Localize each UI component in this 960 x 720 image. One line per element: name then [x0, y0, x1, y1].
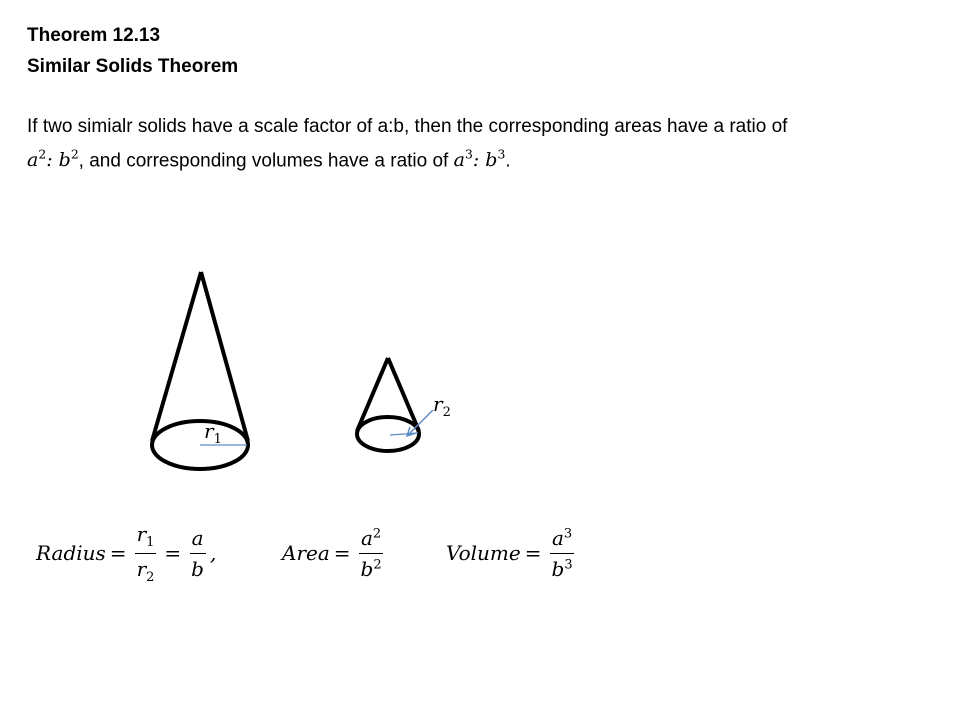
label-r2: $r_2$: [433, 392, 451, 420]
large-cone: [152, 272, 248, 469]
radius-fraction-ab: $\frac{a}{b}$: [191, 525, 204, 581]
statement-text-2: , and corresponding volumes have a ratio of: [78, 150, 449, 172]
small-cone: [357, 358, 419, 451]
label-r1: $r_1$: [204, 419, 222, 447]
statement-end: .: [505, 150, 511, 172]
volume-equation: Volume = $\frac{a^3}{b^3}$: [446, 525, 573, 581]
volume-ratio: $a^3$: $b^3$: [453, 148, 506, 172]
area-ratio: $a^2$: $b^2$: [27, 148, 79, 172]
volume-fraction: $\frac{a^3}{b^3}$: [551, 525, 573, 581]
area-fraction: $\frac{a^2}{b^2}$: [360, 525, 382, 581]
theorem-title: Theorem 12.13: [27, 25, 161, 46]
radius-fraction-r: $\frac{r_1}{r_2}$: [136, 521, 155, 585]
theorem-name: Similar Solids Theorem: [27, 56, 239, 77]
area-equation: Area = $\frac{a^2}{b^2}$: [282, 525, 382, 581]
statement-text-1: If two simialr solids have a scale factor of a:b, then the corresponding areas have a ratio of: [27, 116, 788, 137]
radius-equation: Radius = $\frac{r_1}{r_2}$ = $\frac{a}{b}$ ,: [36, 521, 217, 585]
